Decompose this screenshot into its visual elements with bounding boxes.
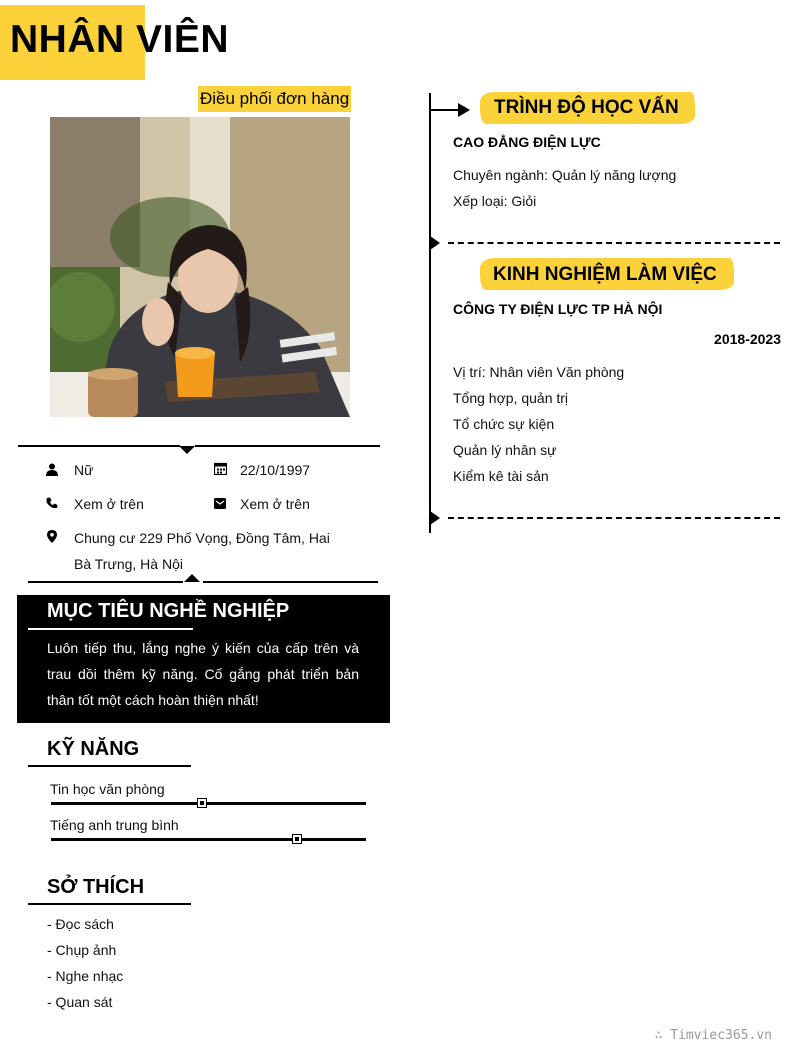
- section-divider: [448, 517, 780, 519]
- skills-underline: [28, 765, 191, 767]
- job-title: Điều phối đơn hàng: [198, 86, 351, 112]
- email-value: Xem ở trên: [240, 496, 310, 512]
- hobby-item: - Quan sát: [47, 994, 113, 1010]
- timeline-arrow-icon: [430, 102, 472, 123]
- gender-value: Nữ: [74, 462, 94, 478]
- hobby-item: - Đọc sách: [47, 916, 114, 932]
- address-value: Chung cư 229 Phố Vọng, Đồng Tâm, Hai Bà Trưng, Hà Nội: [74, 530, 330, 572]
- experience-line: Kiểm kê tài sản: [453, 468, 549, 484]
- email-icon: [213, 496, 227, 510]
- info-bottom-divider-right: [203, 581, 378, 583]
- timeline-line: [429, 93, 431, 533]
- skill-label: Tiếng anh trung bình: [50, 817, 179, 833]
- hobby-item: - Chụp ảnh: [47, 942, 117, 958]
- profile-photo: [50, 117, 350, 417]
- info-bottom-divider-left: [28, 581, 183, 583]
- phone-value: Xem ở trên: [74, 496, 144, 512]
- education-school: CAO ĐẲNG ĐIỆN LỰC: [453, 134, 601, 150]
- section-divider: [448, 242, 780, 244]
- phone-icon: [45, 496, 59, 510]
- experience-line: Quản lý nhân sự: [453, 442, 557, 458]
- hobbies-underline: [28, 903, 191, 905]
- objective-title: MỤC TIÊU NGHỀ NGHIỆP: [47, 600, 290, 622]
- experience-period: 2018-2023: [714, 331, 781, 347]
- objective-text: Luôn tiếp thu, lắng nghe ý kiến của cấp trên và trau dồi thêm kỹ năng. Cố gắng phát triển bản thân tốt một cách hoàn thiện nhất!: [47, 640, 359, 708]
- info-bottom-arrow: [184, 574, 200, 582]
- info-top-arrow: [179, 446, 195, 454]
- education-grade: Xếp loại: Giỏi: [453, 193, 537, 209]
- skills-title: KỸ NĂNG: [47, 738, 140, 760]
- skill-bar: [51, 802, 366, 805]
- skill-level-knob: [292, 834, 302, 844]
- experience-line: Tổng hợp, quản trị: [453, 390, 569, 406]
- skill-level-knob: [197, 798, 207, 808]
- experience-line: Vị trí: Nhân viên Văn phòng: [453, 364, 625, 380]
- experience-company: CÔNG TY ĐIỆN LỰC TP HÀ NỘI: [453, 301, 663, 317]
- education-title: TRÌNH ĐỘ HỌC VẤN: [494, 97, 679, 118]
- experience-line: Tổ chức sự kiện: [453, 416, 555, 432]
- birthday-value: 22/10/1997: [240, 462, 311, 478]
- objective-underline: [28, 628, 193, 630]
- user-icon: [45, 462, 59, 476]
- timeline-marker: [430, 236, 440, 250]
- experience-title: KINH NGHIỆM LÀM VIỆC: [493, 264, 717, 285]
- info-top-divider-left: [18, 445, 180, 447]
- watermark-text: Timviec365.vn: [670, 1028, 772, 1043]
- calendar-icon: [213, 461, 227, 475]
- skill-bar: [51, 838, 366, 841]
- watermark: ∴ Timviec365.vn: [654, 1028, 772, 1043]
- hobbies-title: SỞ THÍCH: [47, 876, 145, 898]
- hobby-item: - Nghe nhạc: [47, 968, 124, 984]
- skill-label: Tin học văn phòng: [50, 781, 165, 797]
- location-pin-icon: [45, 529, 59, 543]
- info-top-divider-right: [195, 445, 380, 447]
- candidate-name: NHÂN VIÊN: [10, 18, 230, 61]
- education-major: Chuyên ngành: Quản lý năng lượng: [453, 167, 677, 183]
- timeline-marker: [430, 511, 440, 525]
